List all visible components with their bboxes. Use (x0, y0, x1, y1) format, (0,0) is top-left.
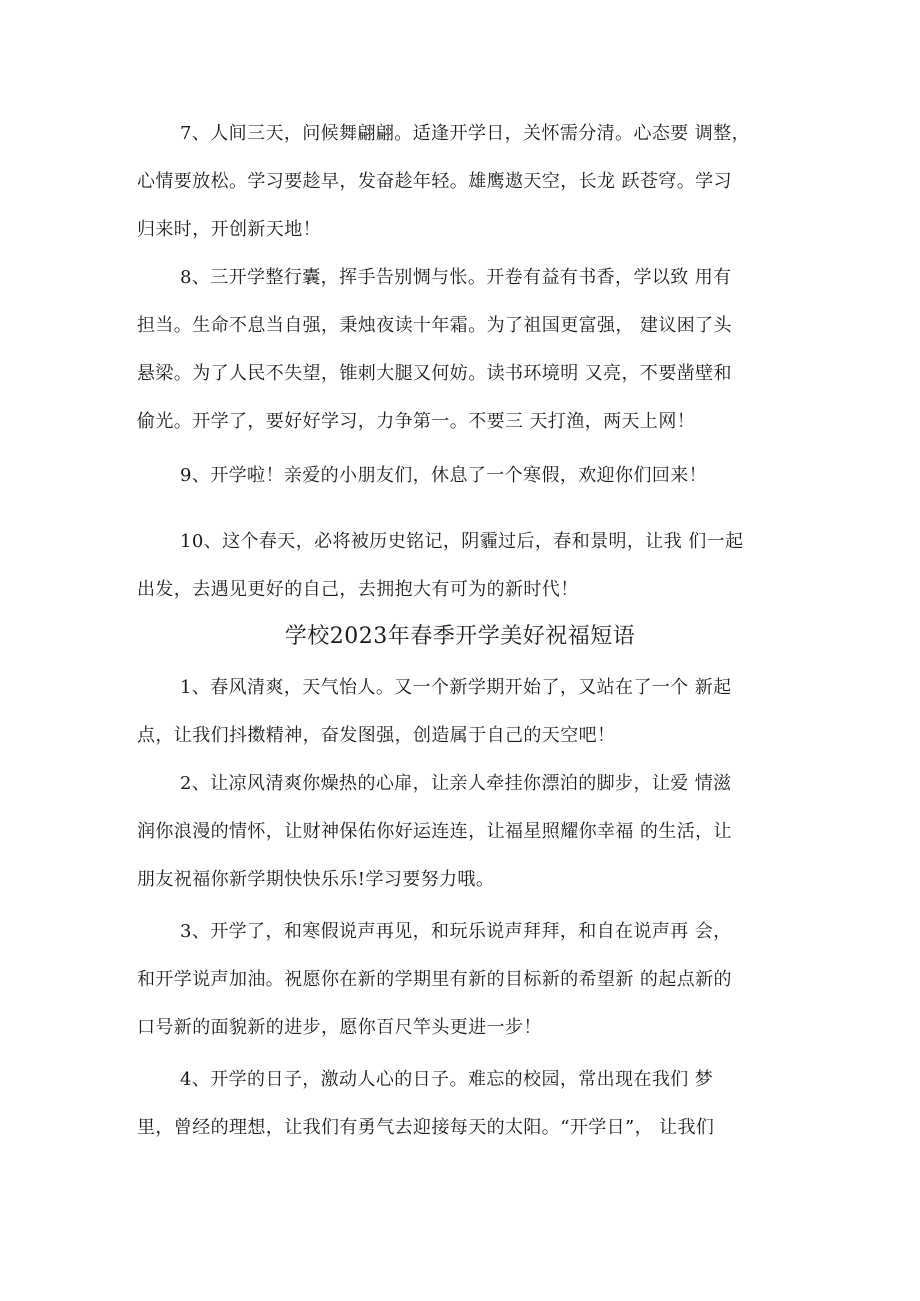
wish-3-line-3: 口号新的面貌新的进步，愿你百尺竿头更进一步！ (137, 1017, 542, 1038)
wish-2-line-2: 润你浪漫的情怀，让财神保佑你好运连连，让福星照耀你幸福 的生活，让 (137, 821, 732, 842)
wish-4-line-2: 里，曾经的理想，让我们有勇气去迎接每天的太阳。“开学日”， 让我们 (137, 1117, 715, 1138)
paragraph-8-line-1: 8、三开学整行囊，挥手告别惆与怅。开卷有益有书香，学以致 用有 (180, 267, 732, 288)
wish-3-line-1: 3、开学了，和寒假说声再见，和玩乐说声拜拜，和自在说声再 会， (180, 921, 732, 942)
wish-1-line-1: 1、春风清爽，天气怡人。又一个新学期开始了，又站在了一个 新起 (180, 677, 732, 698)
paragraph-10-line-2: 出发，去遇见更好的自己，去拥抱大有可为的新时代！ (137, 579, 579, 600)
paragraph-8-line-2: 担当。生命不息当自强，秉烛夜读十年霜。为了祖国更富强， 建议困了头 (137, 315, 732, 336)
wish-2-line-1: 2、让凉风清爽你燥热的心扉，让亲人牵挂你漂泊的脚步，让爱 情滋 (180, 773, 732, 794)
paragraph-7-line-2: 心情要放松。学习要趁早，发奋趁年轻。雄鹰遨天空，长龙 跃苍穹。学习 (137, 171, 732, 192)
section-heading: 学校2023年春季开学美好祝福短语 (284, 624, 636, 649)
paragraph-9-line-1: 9、开学啦！亲爱的小朋友们，休息了一个寒假，欢迎你们回来！ (180, 465, 708, 486)
paragraph-10-line-1: 10、这个春天，必将被历史铭记，阴霾过后，春和景明，让我 们一起 (180, 531, 744, 552)
paragraph-7-line-3: 归来时，开创新天地！ (137, 219, 321, 240)
wish-3-line-2: 和开学说声加油。祝愿你在新的学期里有新的目标新的希望新 的起点新的 (137, 969, 732, 990)
wish-1-line-2: 点，让我们抖擞精神，奋发图强，创造属于自己的天空吧！ (137, 725, 616, 746)
paragraph-7-line-1: 7、人间三天，问候舞翩翩。适逢开学日，关怀需分清。心态要 调整， (180, 123, 750, 144)
wish-4-line-1: 4、开学的日子，激动人心的日子。难忘的校园，常出现在我们 梦 (180, 1069, 714, 1090)
paragraph-8-line-3: 悬梁。为了人民不失望，锥刺大腿又何妨。读书环境明 又亮，不要凿壁和 (137, 363, 732, 384)
wish-2-line-3: 朋友祝福你新学期快快乐乐!学习要努力哦。 (137, 869, 495, 890)
paragraph-8-line-4: 偷光。开学了，要好好学习，力争第一。不要三 天打渔，两天上网！ (137, 411, 696, 432)
